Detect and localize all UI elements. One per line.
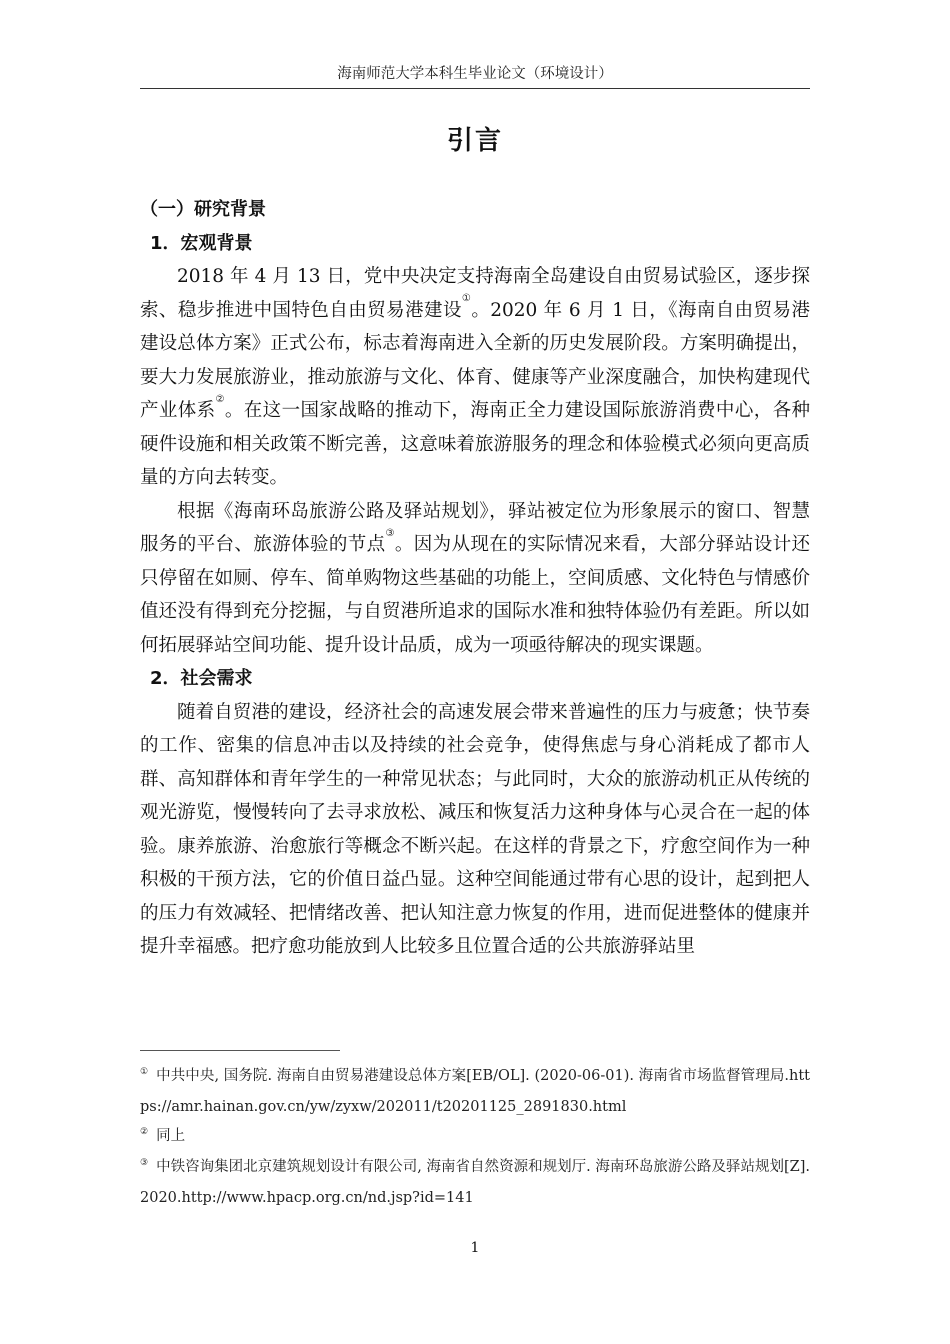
footnote-text: 同上 [156, 1128, 186, 1144]
paragraph-social-demand: 随着自贸港的建设，经济社会的高速发展会带来普遍性的压力与疲惫；快节奏的工作、密集的信息冲击以及持续的社会竞争，使得焦虑与身心消耗成了都市人群、高知群体和青年学生的一种常见状态；与此同时，大众的旅游动机正从传统的观光游览，慢慢转向了去寻求放松、减压和恢复活力这种身体与心灵合在一起的体验。康养旅游、治愈旅行等概念不断兴起。在这样的背景之下，疗愈空间作为一种积极的干预方法，它的价值日益凸显。这种空间能通过带有心思的设计，起到把人的压力有效减轻、把情绪改善、把认知注意力恢复的作用，进而促进整体的健康并提升幸福感。把疗愈功能放到人比较多且位置合适的公共旅游驿站里 [140, 701, 810, 957]
paragraph-text: 。2020 年 6 月 1 日，《海南自由贸易港建设总体方案》正式公布，标志着海南进入全新的历史发展阶段。方案明确提出，要大力发展旅游业，推动旅游与文化、体育、健康等产业深度融合，加快构建现代产业体系 [140, 299, 810, 421]
paragraph-text: 根据《海南环岛旅游公路及驿站规划》，驿站被定位为形象展示的窗口、智慧服务的平台、旅游体验的节点 [140, 500, 810, 555]
footnotes [140, 1062, 810, 1213]
footnote-reference[interactable]: ③ [385, 527, 395, 539]
paragraph-station-planning [140, 495, 810, 663]
footnote-mark: ① [140, 1067, 149, 1077]
footnote-mark: ③ [140, 1158, 149, 1168]
footnote-item [140, 1062, 810, 1122]
page-number: 1 [470, 1240, 480, 1256]
footnote-divider [140, 1050, 340, 1051]
paragraph-macro-background [140, 260, 810, 495]
footnote-item [140, 1122, 810, 1153]
footnote-reference[interactable]: ① [461, 293, 472, 305]
header-divider [140, 88, 810, 89]
running-header: 海南师范大学本科生毕业论文（环境设计） [337, 66, 613, 82]
section-heading-research-background: （一）研究背景 [140, 199, 266, 220]
paragraph-text: 2018 年 4 月 13 日，党中央决定支持海南全岛建设自由贸易试验区，逐步探索、稳步推进中国特色自由贸易港建设 [140, 266, 810, 321]
footnote-text: 中共中央, 国务院. 海南自由贸易港建设总体方案[EB/OL]. (2020-06-01). 海南省市场监督管理局.https://amr.hainan.gov.cn/yw/zyxw/202011/t20201125_2891830.html [140, 1068, 811, 1115]
body-text [140, 193, 810, 964]
footnote-text: 中铁咨询集团北京建筑规划设计有限公司, 海南省自然资源和规划厅. 海南环岛旅游公路及驿站规划[Z]. 2020.http://www.hpacp.org.cn/nd.jsp?id=141 [140, 1159, 810, 1206]
chapter-title: 引言 [446, 126, 503, 156]
paragraph-text: 。因为从现在的实际情况来看，大部分驿站设计还只停留在如厕、停车、简单购物这些基础的功能上，空间质感、文化特色与情感价值还没有得到充分挖掘，与自贸港所追求的国际水准和独特体验仍有差距。所以如何拓展驿站空间功能、提升设计品质，成为一项亟待解决的现实课题。 [140, 534, 810, 656]
footnote-item [140, 1153, 810, 1213]
subsection-heading-social-demand: 2．社会需求 [150, 668, 253, 689]
paragraph-text: 。在这一国家战略的推动下，海南正全力建设国际旅游消费中心，各种硬件设施和相关政策不断完善，这意味着旅游服务的理念和体验模式必须向更高质量的方向去转变。 [140, 400, 810, 488]
subsection-heading-macro-background: 1．宏观背景 [150, 232, 253, 254]
footnote-reference[interactable]: ② [215, 393, 225, 405]
footnote-mark: ② [140, 1127, 149, 1137]
